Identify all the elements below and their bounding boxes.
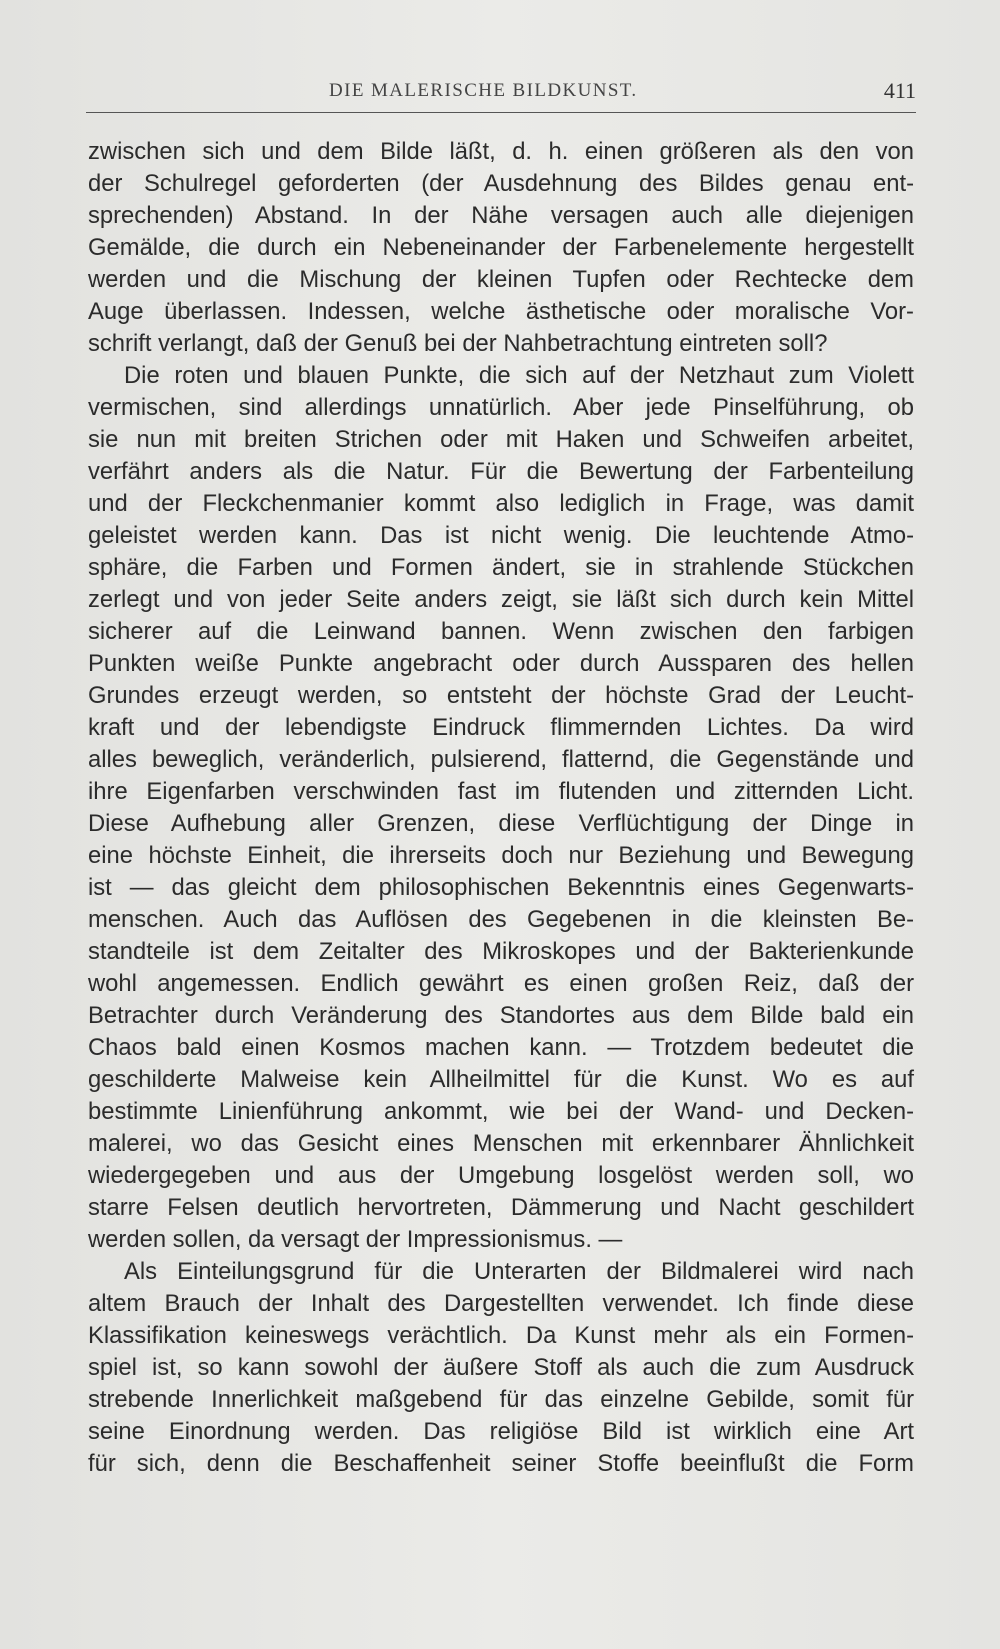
text-line: Punkten weiße Punkte angebracht oder durch Aussparen des hellen [88, 650, 914, 677]
text-line: ihre Eigenfarben verschwinden fast im flutenden und zitternden Licht. [88, 778, 914, 805]
text-line: werden und die Mischung der kleinen Tupfen oder Rechtecke dem [88, 266, 914, 293]
text-line: altem Brauch der Inhalt des Dargestellten verwendet. Ich finde diese [88, 1290, 914, 1317]
text-line: seine Einordnung werden. Das religiöse Bild ist wirklich eine Art [88, 1418, 914, 1445]
text-line: Als Einteilungsgrund für die Unterarten der Bildmalerei wird nach [124, 1258, 914, 1285]
text-line: und der Fleckchenmanier kommt also lediglich in Frage, was damit [88, 490, 914, 517]
text-line: Die roten und blauen Punkte, die sich auf der Netzhaut zum Violett [124, 362, 914, 389]
paragraph [88, 136, 914, 360]
text-line: Betrachter durch Veränderung des Standortes aus dem Bilde bald ein [88, 1002, 914, 1029]
text-line: Chaos bald einen Kosmos machen kann. — Trotzdem bedeutet die [88, 1034, 914, 1061]
text-line: starre Felsen deutlich hervortreten, Dämmerung und Nacht geschildert [88, 1194, 914, 1221]
text-line: eine höchste Einheit, die ihrerseits doch nur Beziehung und Bewegung [88, 842, 914, 869]
text-line: standteile ist dem Zeitalter des Mikroskopes und der Bakterienkunde [88, 938, 914, 965]
text-line: strebende Innerlichkeit maßgebend für das einzelne Gebilde, somit für [88, 1386, 914, 1413]
text-line: Grundes erzeugt werden, so entsteht der höchste Grad der Leucht- [88, 682, 914, 709]
text-line: schrift verlangt, daß der Genuß bei der Nahbetrachtung eintreten soll? [88, 330, 828, 357]
text-line: wiedergegeben und aus der Umgebung losgelöst werden soll, wo [88, 1162, 914, 1189]
text-line: Auge überlassen. Indessen, welche ästhetische oder moralische Vor- [88, 298, 914, 325]
text-line: sprechenden) Abstand. In der Nähe versagen auch alle diejenigen [88, 202, 914, 229]
text-line: wohl angemessen. Endlich gewährt es einen großen Reiz, daß der [88, 970, 914, 997]
text-line: malerei, wo das Gesicht eines Menschen mit erkennbarer Ähnlichkeit [88, 1130, 914, 1157]
text-line: alles beweglich, veränderlich, pulsierend, flatternd, die Gegenstände und [88, 746, 914, 773]
text-line: geleistet werden kann. Das ist nicht wenig. Die leuchtende Atmo- [88, 522, 914, 549]
text-line: Gemälde, die durch ein Nebeneinander der Farbenelemente hergestellt [88, 234, 914, 261]
text-line: verfährt anders als die Natur. Für die Bewertung der Farbenteilung [88, 458, 914, 485]
text-line: spiel ist, so kann sowohl der äußere Stoff als auch die zum Ausdruck [88, 1354, 914, 1381]
text-line: zerlegt und von jeder Seite anders zeigt, sie läßt sich durch kein Mittel [88, 586, 914, 613]
text-line: sphäre, die Farben und Formen ändert, sie in strahlende Stückchen [88, 554, 914, 581]
text-line: vermischen, sind allerdings unnatürlich. Aber jede Pinselführung, ob [88, 394, 914, 421]
paragraph [88, 360, 914, 1256]
text-line: Klassifikation keineswegs verächtlich. Da Kunst mehr als ein Formen- [88, 1322, 914, 1349]
text-line: für sich, denn die Beschaffenheit seiner Stoffe beeinflußt die Form [88, 1450, 914, 1477]
body-text [88, 136, 914, 1480]
paragraph [88, 1256, 914, 1480]
text-line: Diese Aufhebung aller Grenzen, diese Verflüchtigung der Dinge in [88, 810, 914, 837]
page-header [86, 78, 916, 118]
running-head: DIE MALERISCHE BILDKUNST. [329, 80, 638, 101]
text-line: bestimmte Linienführung ankommt, wie bei der Wand- und Decken- [88, 1098, 914, 1125]
header-rule [86, 112, 916, 113]
page-number: 411 [883, 78, 916, 103]
text-line: werden sollen, da versagt der Impressionismus. — [88, 1226, 623, 1253]
text-line: der Schulregel geforderten (der Ausdehnung des Bildes genau ent- [88, 170, 914, 197]
text-line: geschilderte Malweise kein Allheilmittel für die Kunst. Wo es auf [88, 1066, 914, 1093]
text-line: sie nun mit breiten Strichen oder mit Haken und Schweifen arbeitet, [88, 426, 914, 453]
text-line: kraft und der lebendigste Eindruck flimmernden Lichtes. Da wird [88, 714, 914, 741]
text-line: ist — das gleicht dem philosophischen Bekenntnis eines Gegenwarts- [88, 874, 914, 901]
text-line: menschen. Auch das Auflösen des Gegebenen in die kleinsten Be- [88, 906, 914, 933]
text-line: sicherer auf die Leinwand bannen. Wenn zwischen den farbigen [88, 618, 914, 645]
text-line: zwischen sich und dem Bilde läßt, d. h. einen größeren als den von [88, 138, 914, 165]
